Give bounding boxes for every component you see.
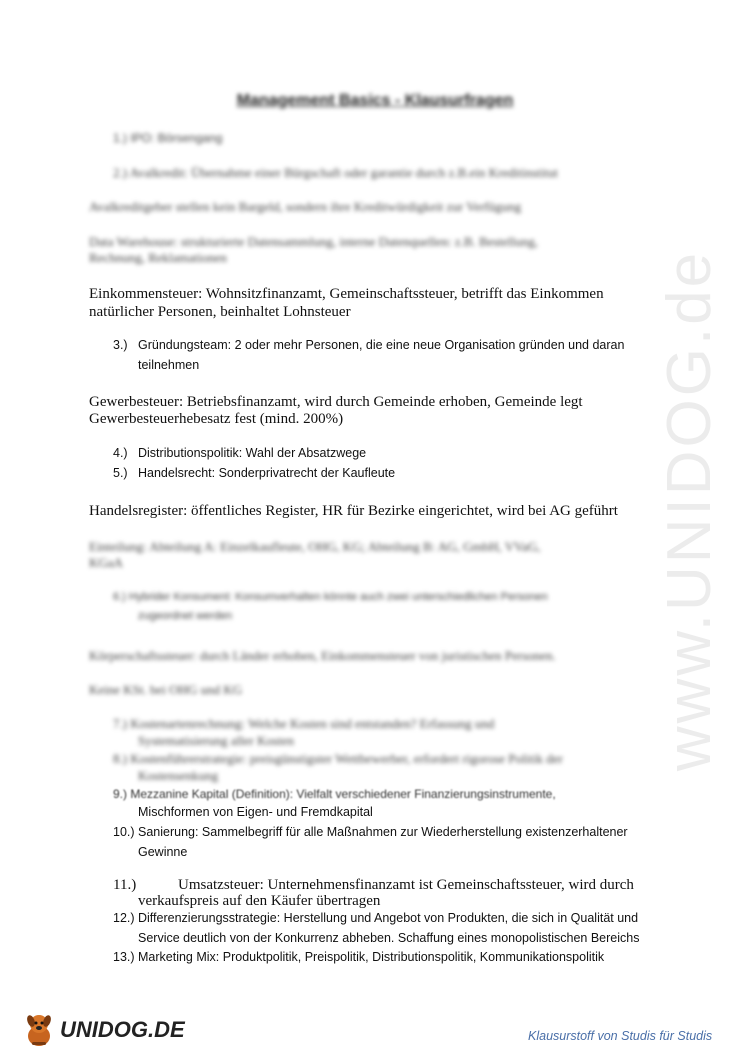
blurred-paragraph: Einteilung: Abteilung A: Einzelkaufleute, OHG, KG; Abteilung B: AG, GmbH, VVaG, — [89, 539, 541, 554]
footer-slogan: Klausurstoff von Studis für Studis — [528, 1029, 713, 1043]
item-text: teilnehmen — [138, 358, 200, 372]
unidog-logo — [22, 1012, 185, 1048]
logo-text: UNIDOG.DE — [60, 1017, 185, 1042]
list-item-11-text: Umsatzsteuer: Unternehmensfinanzamt ist Gemeinschaftssteuer, wird durch — [178, 877, 634, 893]
dog-icon — [22, 1012, 56, 1048]
watermark — [645, 249, 735, 771]
paragraph-line: Einkommensteuer: Wohnsitzfinanzamt, Gemeinschaftssteuer, betrifft das Einkommen — [89, 286, 604, 302]
list-item-5 — [113, 466, 653, 484]
blurred-item-7: 7.) Kostenartenrechnung: Welche Kosten sind entstanden? Erfassung und — [113, 716, 495, 731]
list-item-12 — [113, 911, 653, 951]
blurred-paragraph: Avalkreditgeber stellen kein Bargeld, sondern ihre Kreditwürdigkeit zur Verfügung — [89, 199, 522, 214]
list-item-4 — [113, 446, 653, 464]
list-item-9-head: 9.) Mezzanine Kapital (Definition): Vielfalt verschiedener Finanzierungsinstrumente, — [113, 787, 556, 801]
item-text: Handelsrecht: Sonderprivatrecht der Kaufleute — [138, 466, 396, 480]
blurred-item-6: 6.) Hybrider Konsument: Konsumverhalten könnte auch zwei unterschiedlichen Personen — [113, 591, 548, 603]
blurred-item-1: 1.) IPO: Börsengang — [113, 131, 223, 145]
blurred-item-8: Kostensenkung — [138, 768, 219, 783]
list-item-11 — [113, 877, 136, 894]
einkommensteuer-paragraph — [89, 285, 604, 321]
blurred-paragraph: Data Warehouse: strukturierte Datensammlung, interne Datenquellen: z.B. Bestellung, — [89, 234, 538, 249]
handelsregister-paragraph: Handelsregister: öffentliches Register, HR für Bezirke eingerichtet, wird bei AG geführt — [89, 503, 618, 519]
blurred-paragraph: KGaA — [89, 555, 123, 570]
item-text: Sanierung: Sammelbegriff für alle Maßnahmen zur Wiederherstellung existenzerhaltener — [138, 825, 628, 839]
watermark-text: www.UNIDOG.de — [655, 249, 725, 771]
blurred-item-8: 8.) Kostenführerstrategie: preisgünstigster Wettbewerber, erfordert rigorose Politik der — [113, 751, 563, 766]
item-number: 13.) — [113, 950, 135, 964]
blurred-item-2: 2.) Avalkredit: Übernahme einer Bürgschaft oder garantie durch z.B.ein Kreditinstitut — [113, 165, 558, 180]
item-text: Differenzierungsstrategie: Herstellung und Angebot von Produkten, die sich in Qualität und — [138, 911, 639, 925]
blurred-item-6: zugeordnet werden — [138, 610, 233, 622]
list-item-11-text: verkaufspreis auf den Käufer übertragen — [138, 893, 381, 909]
blurred-paragraph: Keine KSt. bei OHG und KG — [89, 682, 243, 697]
list-item-3 — [113, 338, 653, 378]
item-text: Service deutlich von der Konkurrenz abheben. Schaffung eines monopolistischen Bereichs — [138, 931, 640, 945]
list-item-10 — [113, 825, 653, 865]
item-text: Gründungsteam: 2 oder mehr Personen, die eine neue Organisation gründen und daran — [138, 338, 625, 352]
item-number: 10.) — [113, 825, 135, 839]
item-number: 12.) — [113, 911, 135, 925]
blurred-paragraph: Körperschaftssteuer: durch Länder erhoben, Einkommensteuer von juristischen Personen. — [89, 648, 556, 663]
item-text: Distributionspolitik: Wahl der Absatzwege — [138, 446, 367, 460]
item-number: 5.) — [113, 466, 128, 480]
list-item-13 — [113, 950, 653, 968]
item-text: Marketing Mix: Produktpolitik, Preispolitik, Distributionspolitik, Kommunikationspolitik — [138, 950, 605, 964]
item-number: 11.) — [113, 877, 137, 893]
item-number: 4.) — [113, 446, 128, 460]
blurred-paragraph: Rechnung, Reklamationen — [89, 250, 227, 265]
paragraph-line: natürlicher Personen, beinhaltet Lohnsteuer — [89, 304, 351, 320]
paragraph-line: Gewerbesteuer: Betriebsfinanzamt, wird durch Gemeinde erhoben, Gemeinde legt — [89, 394, 583, 410]
list-item-9-text: Mischformen von Eigen- und Fremdkapital — [138, 805, 373, 819]
item-text: Gewinne — [138, 845, 188, 859]
paragraph-line: Gewerbesteuerhebesatz fest (mind. 200%) — [89, 411, 344, 427]
item-number: 3.) — [113, 338, 128, 352]
blurred-item-7: Systematisierung aller Kosten — [138, 733, 294, 748]
gewerbesteuer-paragraph — [89, 394, 583, 428]
page-title: Management Basics - Klausurfragen — [236, 92, 514, 109]
